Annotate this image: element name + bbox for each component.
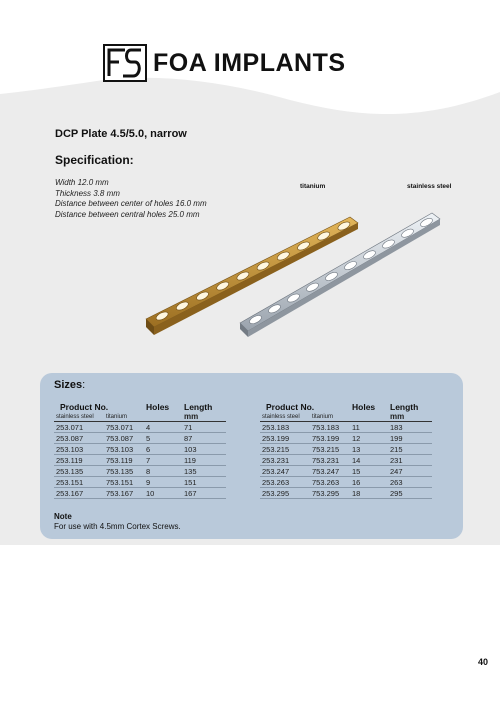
- holes-header: Holes: [352, 401, 376, 412]
- titanium-code: 753.135: [104, 466, 144, 477]
- product-no-header: Product No.: [60, 401, 109, 412]
- titanium-code: 753.183: [310, 422, 350, 433]
- holes-value: 8: [144, 466, 182, 477]
- product-title: DCP Plate 4.5/5.0, narrow: [55, 128, 187, 140]
- length-value: 247: [388, 466, 432, 477]
- table-row: [54, 444, 226, 455]
- holes-value: 11: [350, 422, 388, 433]
- stainless-subheader: stainless steel: [260, 412, 310, 422]
- spec-width: Width 12.0 mm: [55, 178, 109, 187]
- holes-value: 15: [350, 466, 388, 477]
- brand-logo: [103, 44, 346, 82]
- note-heading: Note: [54, 512, 72, 521]
- holes-value: 10: [144, 488, 182, 499]
- length-value: 231: [388, 455, 432, 466]
- stainless-code: 253.071: [54, 422, 104, 433]
- holes-header: Holes: [146, 401, 170, 412]
- stainless-steel-label: stainless steel: [407, 183, 452, 190]
- length-value: 295: [388, 488, 432, 499]
- table-row: [54, 433, 226, 444]
- holes-value: 12: [350, 433, 388, 444]
- holes-value: 13: [350, 444, 388, 455]
- titanium-code: 753.247: [310, 466, 350, 477]
- table-row: [260, 466, 432, 477]
- fs-monogram-icon: [103, 44, 147, 82]
- titanium-code: 753.295: [310, 488, 350, 499]
- mm-unit: mm: [182, 412, 226, 422]
- spec-hole-distance: Distance between center of holes 16.0 mm: [55, 199, 207, 208]
- titanium-code: 753.231: [310, 455, 350, 466]
- length-value: 135: [182, 466, 226, 477]
- titanium-subheader: titanium: [310, 412, 350, 422]
- length-value: 119: [182, 455, 226, 466]
- table-header: [260, 401, 432, 412]
- mm-unit: mm: [388, 412, 432, 422]
- brand-name: FOA IMPLANTS: [153, 48, 346, 77]
- note-text: For use with 4.5mm Cortex Screws.: [54, 522, 181, 531]
- table-header: [54, 401, 226, 412]
- stainless-code: 253.167: [54, 488, 104, 499]
- sizes-panel: [40, 373, 463, 539]
- stainless-code: 253.135: [54, 466, 104, 477]
- titanium-code: 753.151: [104, 477, 144, 488]
- stainless-code: 253.103: [54, 444, 104, 455]
- holes-value: 14: [350, 455, 388, 466]
- table-row: [260, 455, 432, 466]
- length-value: 167: [182, 488, 226, 499]
- sizes-heading: Sizes:: [54, 379, 86, 391]
- table-row: [260, 422, 432, 433]
- table-row: [54, 477, 226, 488]
- length-value: 183: [388, 422, 432, 433]
- table-row: [54, 455, 226, 466]
- stainless-code: 253.183: [260, 422, 310, 433]
- spec-central-distance: Distance between central holes 25.0 mm: [55, 209, 200, 219]
- table-row: [260, 477, 432, 488]
- length-value: 87: [182, 433, 226, 444]
- page-number: 40: [478, 657, 489, 667]
- holes-value: 16: [350, 477, 388, 488]
- stainless-code: 253.151: [54, 477, 104, 488]
- holes-value: 9: [144, 477, 182, 488]
- stainless-code: 253.263: [260, 477, 310, 488]
- length-value: 103: [182, 444, 226, 455]
- product-no-header: Product No.: [266, 401, 315, 412]
- stainless-subheader: stainless steel: [54, 412, 104, 422]
- plate-illustration: [140, 195, 460, 355]
- stainless-code: 253.231: [260, 455, 310, 466]
- length-value: 199: [388, 433, 432, 444]
- stainless-code: 253.247: [260, 466, 310, 477]
- holes-value: 4: [144, 422, 182, 433]
- holes-value: 7: [144, 455, 182, 466]
- stainless-code: 253.295: [260, 488, 310, 499]
- length-value: 71: [182, 422, 226, 433]
- titanium-subheader: titanium: [104, 412, 144, 422]
- table-row: [54, 422, 226, 433]
- table-row: [260, 488, 432, 499]
- sizes-table-left: [54, 401, 226, 499]
- holes-value: 5: [144, 433, 182, 444]
- titanium-code: 753.087: [104, 433, 144, 444]
- titanium-code: 753.167: [104, 488, 144, 499]
- table-row: [260, 444, 432, 455]
- holes-value: 6: [144, 444, 182, 455]
- stainless-code: 253.215: [260, 444, 310, 455]
- holes-value: 18: [350, 488, 388, 499]
- titanium-code: 753.199: [310, 433, 350, 444]
- table-row: [54, 488, 226, 499]
- table-row: [260, 433, 432, 444]
- table-subheader: [54, 412, 226, 422]
- length-header: Length: [184, 401, 213, 412]
- titanium-code: 753.263: [310, 477, 350, 488]
- table-subheader: [260, 412, 432, 422]
- specification-heading: Specification:: [55, 153, 134, 167]
- length-value: 151: [182, 477, 226, 488]
- titanium-code: 753.103: [104, 444, 144, 455]
- length-value: 263: [388, 477, 432, 488]
- table-row: [54, 466, 226, 477]
- titanium-code: 753.215: [310, 444, 350, 455]
- length-value: 215: [388, 444, 432, 455]
- length-header: Length: [390, 401, 419, 412]
- titanium-code: 753.071: [104, 422, 144, 433]
- titanium-code: 753.119: [104, 455, 144, 466]
- stainless-code: 253.119: [54, 455, 104, 466]
- sizes-table-right: [260, 401, 432, 499]
- spec-thickness: Thickness 3.8 mm: [55, 188, 120, 198]
- stainless-code: 253.199: [260, 433, 310, 444]
- stainless-code: 253.087: [54, 433, 104, 444]
- titanium-label: titanium: [300, 183, 326, 190]
